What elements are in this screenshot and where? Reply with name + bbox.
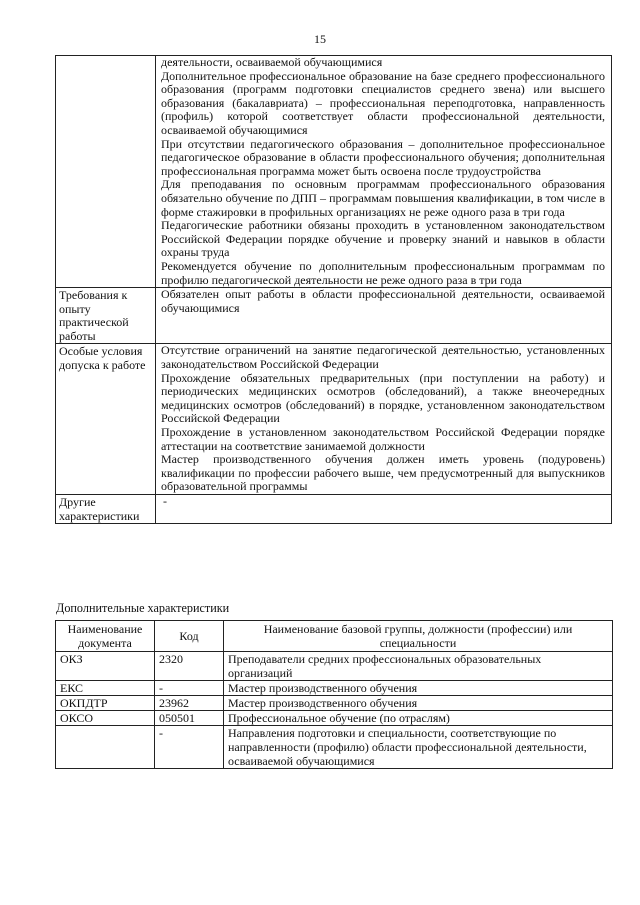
- row-label: Требования к опыту практической работы: [56, 288, 156, 344]
- table-row: [56, 726, 613, 769]
- row-label: Другие характеристики: [56, 495, 156, 524]
- qualification-requirements-table: [55, 55, 612, 524]
- section-title: Дополнительные характеристики: [56, 601, 230, 615]
- table-row: [56, 681, 613, 696]
- doc-cell: ОКЗ: [56, 652, 155, 681]
- name-cell: Мастер производственного обучения: [224, 696, 613, 711]
- doc-cell: ОКСО: [56, 711, 155, 726]
- table-header-row: [56, 621, 613, 652]
- column-header: Наименование документа: [56, 621, 155, 652]
- table-row: [56, 652, 613, 681]
- column-header: Код: [155, 621, 224, 652]
- table-row: [56, 495, 612, 524]
- table-row: [56, 344, 612, 495]
- paragraph: При отсутствии педагогического образования – дополнительное профессиональное педагогическое образование в области профессионального обучения; дополнительная профессиональная программа может быть освоена после трудоустройства: [161, 136, 605, 178]
- paragraph: -: [163, 494, 167, 508]
- name-cell: Направления подготовки и специальности, соответствующие по направленности (профилю) области профессиональной деятельности, осваиваемой обучающимися: [224, 726, 613, 769]
- table-row: [56, 56, 612, 288]
- row-content: [156, 56, 612, 288]
- paragraph: Прохождение обязательных предварительных (при поступлении на работу) и периодических медицинских осмотров (обследований), а также внеочередных медицинских осмотров (обследований) в порядке, установленном законодательством Российской Федерации: [161, 370, 605, 426]
- code-cell: 2320: [155, 652, 224, 681]
- paragraph: Мастер производственного обучения должен иметь уровень (подуровень) квалификации по профессии рабочего выше, чем предусмотренный для выпускников образовательной программы: [161, 452, 605, 494]
- paragraph: Отсутствие ограничений на занятие педагогической деятельностью, установленных законодательством Российской Федерации: [161, 343, 605, 372]
- code-cell: -: [155, 726, 224, 769]
- paragraph: Прохождение в установленном законодательством Российской Федерации порядке аттестации на соответствие занимаемой должности: [161, 425, 605, 453]
- doc-cell: [56, 726, 155, 769]
- row-label: Особые условия допуска к работе: [56, 344, 156, 495]
- code-cell: 23962: [155, 696, 224, 711]
- row-content: [156, 288, 612, 344]
- column-header: Наименование базовой группы, должности (профессии) или специальности: [224, 621, 613, 652]
- row-content: [156, 495, 612, 524]
- name-cell: Профессиональное обучение (по отраслям): [224, 711, 613, 726]
- doc-cell: ЕКС: [56, 681, 155, 696]
- doc-cell: ОКПДТР: [56, 696, 155, 711]
- paragraph: Дополнительное профессиональное образование на базе среднего профессионального образования (программ подготовки специалистов среднего звена) или высшего образования (бакалавриата) – профессиональная переподготовка, направленность (профиль) которой соответствует области профессиональной деятельности, осваиваемой обучающимися: [161, 68, 605, 137]
- row-label: [56, 56, 156, 288]
- code-cell: 050501: [155, 711, 224, 726]
- page-number: 15: [314, 32, 326, 46]
- paragraph: Педагогические работники обязаны проходить в установленном законодательством Российской Федерации порядке обучение и проверку знаний и навыков в области охраны труда: [161, 218, 605, 260]
- additional-characteristics-table: [55, 620, 613, 769]
- paragraph: Обязателен опыт работы в области профессиональной деятельности, осваиваемой обучающимися: [161, 287, 605, 315]
- paragraph: Для преподавания по основным программам профессионального образования обязательно обучение по ДПП – программам повышения квалификации, в том числе в форме стажировки в профильных организациях не реже одного раза в три года: [161, 177, 605, 219]
- table-row: [56, 696, 613, 711]
- name-cell: Преподаватели средних профессиональных образовательных организаций: [224, 652, 613, 681]
- code-cell: -: [155, 681, 224, 696]
- paragraph: Рекомендуется обучение по дополнительным профессиональным программам по профилю педагогической деятельности не реже одного раза в три года: [161, 258, 605, 287]
- name-cell: Мастер производственного обучения: [224, 681, 613, 696]
- paragraph: деятельности, осваиваемой обучающимися: [161, 55, 383, 69]
- row-content: [156, 344, 612, 495]
- table-row: [56, 711, 613, 726]
- table-row: [56, 288, 612, 344]
